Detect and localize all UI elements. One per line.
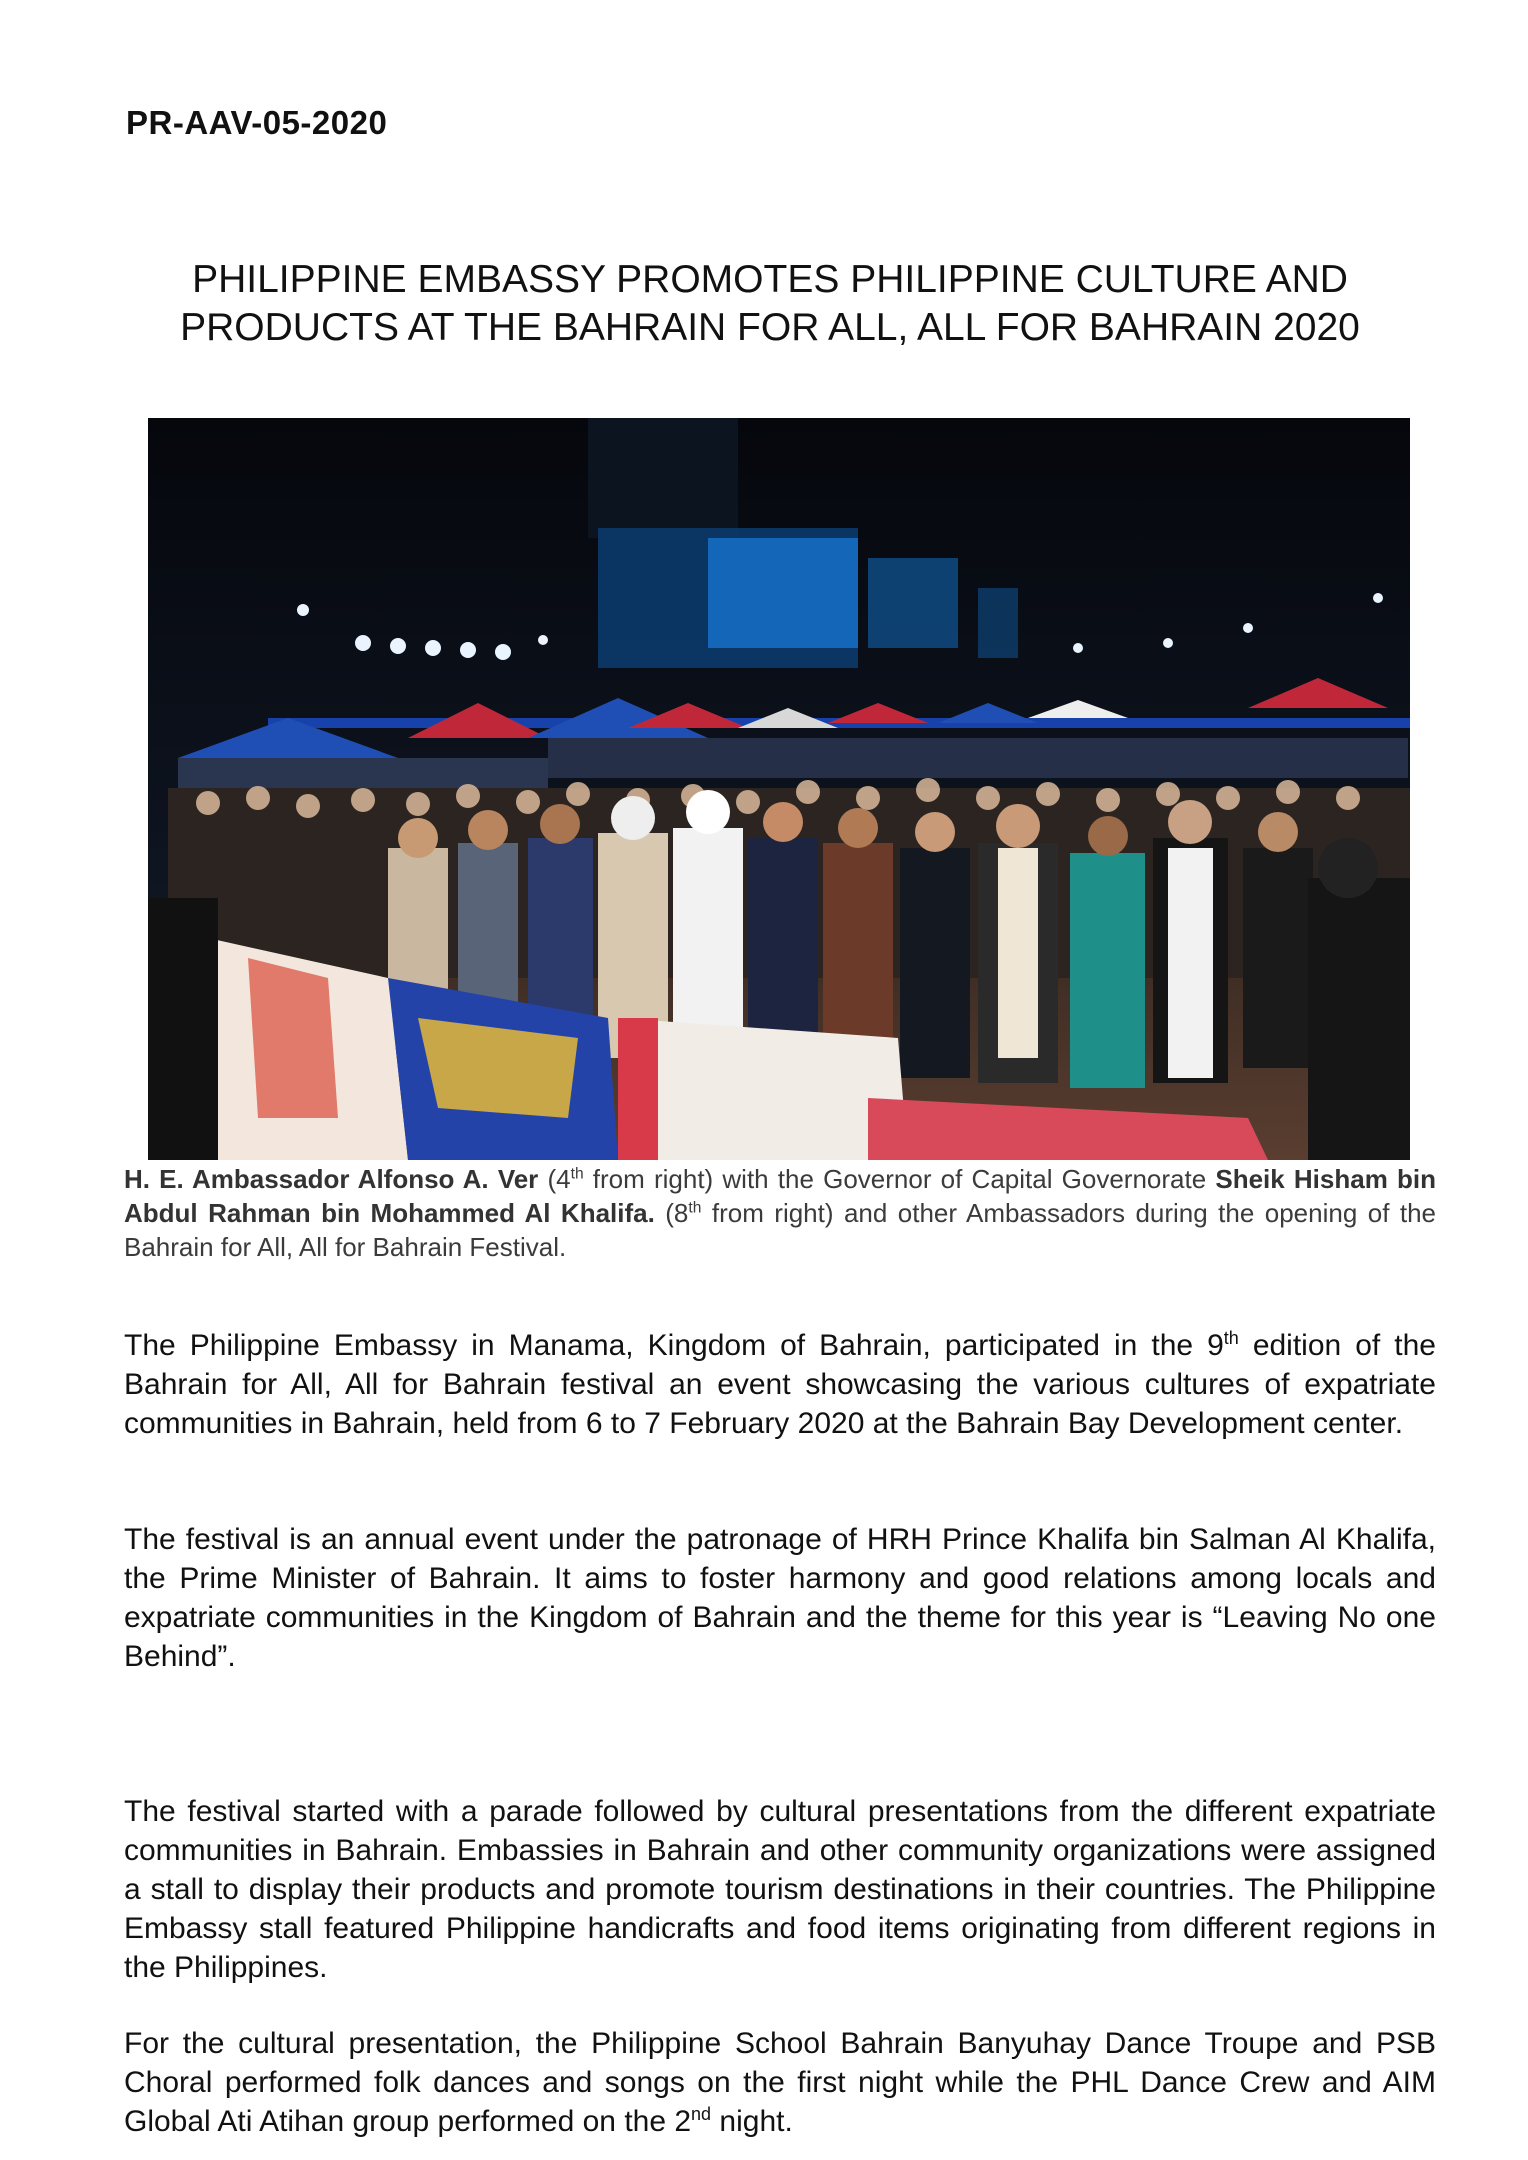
festival-photo-illustration [148, 418, 1410, 1160]
paragraph-1-text-b: edition of the Bahrain for All, All for Bahrain festival an event showcasing the various cultures of expatriate communities in Bahrain, held from 6 to 7 February 2020 at the Bahrain Bay Development center. [124, 1329, 1436, 1440]
document-reference: PR-AAV-05-2020 [126, 104, 388, 141]
photo-caption [124, 1162, 1436, 1264]
paragraph-4-text-b: night. [711, 2105, 793, 2138]
caption-sup-2: th [688, 1199, 702, 1217]
paragraph-4-sup: nd [691, 2104, 712, 2124]
paragraph-1-sup: th [1223, 1328, 1239, 1348]
caption-ambassador: H. E. Ambassador Alfonso A. Ver [124, 1164, 539, 1194]
paragraph-1-text-a: The Philippine Embassy in Manama, Kingdom of Bahrain, participated in the 9 [124, 1329, 1224, 1362]
festival-photo [148, 418, 1410, 1160]
caption-sup-1: th [570, 1165, 584, 1183]
caption-text-1: from right) with the Governor of Capital Governorate [583, 1164, 1216, 1194]
caption-governor: Sheik Hisham bin Abdul Rahman bin Mohammed Al Khalifa. [124, 1164, 1436, 1228]
caption-position-2: (8 [654, 1198, 689, 1228]
paragraph-1 [124, 1326, 1436, 1443]
paragraph-3: The festival started with a parade followed by cultural presentations from the different expatriate communities in Bahrain. Embassies in Bahrain and other community organizations were assigned a stall to display their products and promote tourism destinations in their countries. The Philippine Embassy stall featured Philippine handicrafts and food items originating from different regions in the Philippines. [124, 1795, 1436, 1984]
caption-text-2: from right) and other Ambassadors during the opening of the Bahrain for All, All for Bahrain Festival. [124, 1198, 1437, 1262]
caption-position-1: (4 [538, 1164, 571, 1194]
page-title [120, 256, 1420, 352]
title-line-2: PRODUCTS AT THE BAHRAIN FOR ALL, ALL FOR BAHRAIN 2020 [180, 306, 1360, 349]
paragraph-2: The festival is an annual event under the patronage of HRH Prince Khalifa bin Salman Al Khalifa, the Prime Minister of Bahrain. It aims to foster harmony and good relations among locals and expatriate communities in the Kingdom of Bahrain and the theme for this year is “Leaving No one Behind”. [124, 1523, 1436, 1673]
paragraph-4 [124, 2024, 1436, 2141]
tower-silhouette [588, 418, 738, 538]
paragraph-4-text-a: For the cultural presentation, the Philippine School Bahrain Banyuhay Dance Troupe and PSB Choral performed folk dances and songs on the first night while the PHL Dance Crew and AIM Global Ati Atihan group performed on the 2 [124, 2027, 1436, 2138]
title-line-1: PHILIPPINE EMBASSY PROMOTES PHILIPPINE CULTURE AND [192, 258, 1348, 301]
